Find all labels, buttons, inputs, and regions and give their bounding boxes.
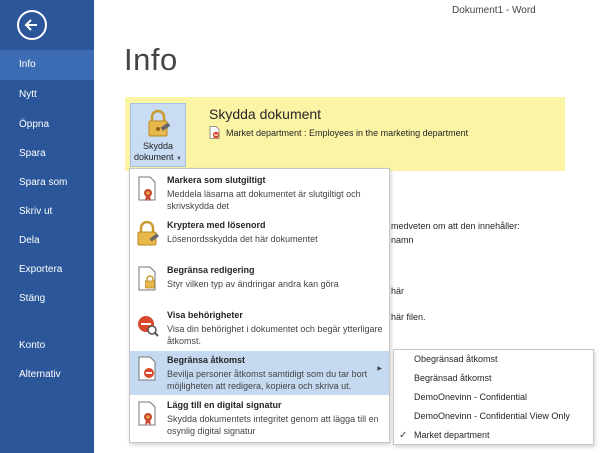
nav-info[interactable]: Info [0,50,94,80]
submenu-item-market-department[interactable]: ✓ Market department [394,426,593,445]
protect-document-button[interactable] [130,103,186,167]
restrict-editing-icon [136,266,160,292]
menu-item-description: Visa din behörighet i dokumentet och begär ytterligare åtkomst. [167,324,383,346]
menu-item-description: Meddela läsarna att dokumentet är slutgiltigt och skrivskyddа det [167,189,361,211]
menu-item-title: Markera som slutgiltigt [167,175,266,185]
lock-key-icon [136,221,160,247]
menu-item-description: Skydda dokumentets integritet genom att lägga till en osynlig digital signatur [167,414,379,436]
lock-key-icon [147,109,171,139]
back-button[interactable] [17,10,47,40]
menu-item-title: Begränsa åtkomst [167,355,246,365]
menu-item-description: Bevilja personer åtkomst samtidigt som du tar bort möjligheten att redigera, kopiera och skriva ut. [167,369,368,391]
nav-open[interactable]: Öppna [19,119,50,130]
versions-text-fragment: här [391,286,405,296]
nav-options[interactable]: Alternativ [19,369,61,380]
nav-save[interactable]: Spara [19,148,46,159]
protect-button-label-line1: Skydda [142,141,174,151]
nav-new[interactable]: Nytt [19,89,37,100]
view-permissions-icon [136,311,160,337]
inspect-text-fragment: medveten om att den innehåller: [391,221,520,231]
menu-item-restrict-editing[interactable] [130,261,389,305]
protect-button-label-line2: dokument ▼ [134,152,182,162]
submenu-arrow-icon: ▶ [377,366,382,372]
back-arrow-icon [24,17,40,33]
menu-item-description: Styr vilken typ av ändringar andra kan göra [167,279,339,289]
submenu-item-restricted[interactable]: Begränsad åtkomst [414,373,492,383]
protect-status-text: Market department : Employees in the marketing department [226,127,469,138]
menu-item-title: Begränsa redigering [167,265,255,275]
nav-save-as[interactable]: Spara som [19,177,68,188]
nav-account[interactable]: Konto [19,340,46,351]
inspect-text-fragment: namn [391,235,414,245]
menu-item-title: Lägg till en digital signatur [167,400,282,410]
checkmark-icon: ✓ [399,430,408,441]
menu-item-digital-signature[interactable] [130,396,389,441]
menu-item-view-permissions[interactable] [130,306,389,350]
digital-signature-icon [136,401,160,427]
nav-share[interactable]: Dela [19,235,40,246]
menu-item-restrict-access[interactable] [130,351,389,395]
menu-item-mark-final[interactable] [130,171,389,215]
restricted-document-icon [209,126,221,139]
submenu-item-unrestricted[interactable]: Obegränsad åtkomst [414,354,498,364]
page-title: Info [124,42,178,77]
submenu-item-confidential-view-only[interactable]: DemoOnevinn - Confidential View Only [414,411,570,421]
backstage-sidebar [0,0,94,453]
nav-close[interactable]: Stäng [19,293,46,304]
menu-item-description: Lösenordsskydda det här dokumentet [167,234,318,244]
chevron-down-icon: ▼ [176,156,182,162]
restrict-access-submenu [393,349,594,445]
protect-document-panel [125,97,565,171]
menu-item-encrypt[interactable] [130,216,389,260]
protect-status [209,126,468,139]
nav-print[interactable]: Skriv ut [19,206,53,217]
menu-item-title: Visa behörigheter [167,310,243,320]
restrict-access-icon [136,356,160,382]
final-document-icon [136,176,160,202]
submenu-item-confidential[interactable]: DemoOnevinn - Confidential [414,392,528,402]
versions-text-fragment: här filen. [391,312,426,322]
protect-heading: Skydda dokument [209,106,322,122]
menu-item-title: Kryptera med lösenord [167,220,266,230]
nav-export[interactable]: Exportera [19,264,63,275]
window-title: Dokument1 - Word [452,5,536,16]
protect-document-menu [129,168,390,443]
